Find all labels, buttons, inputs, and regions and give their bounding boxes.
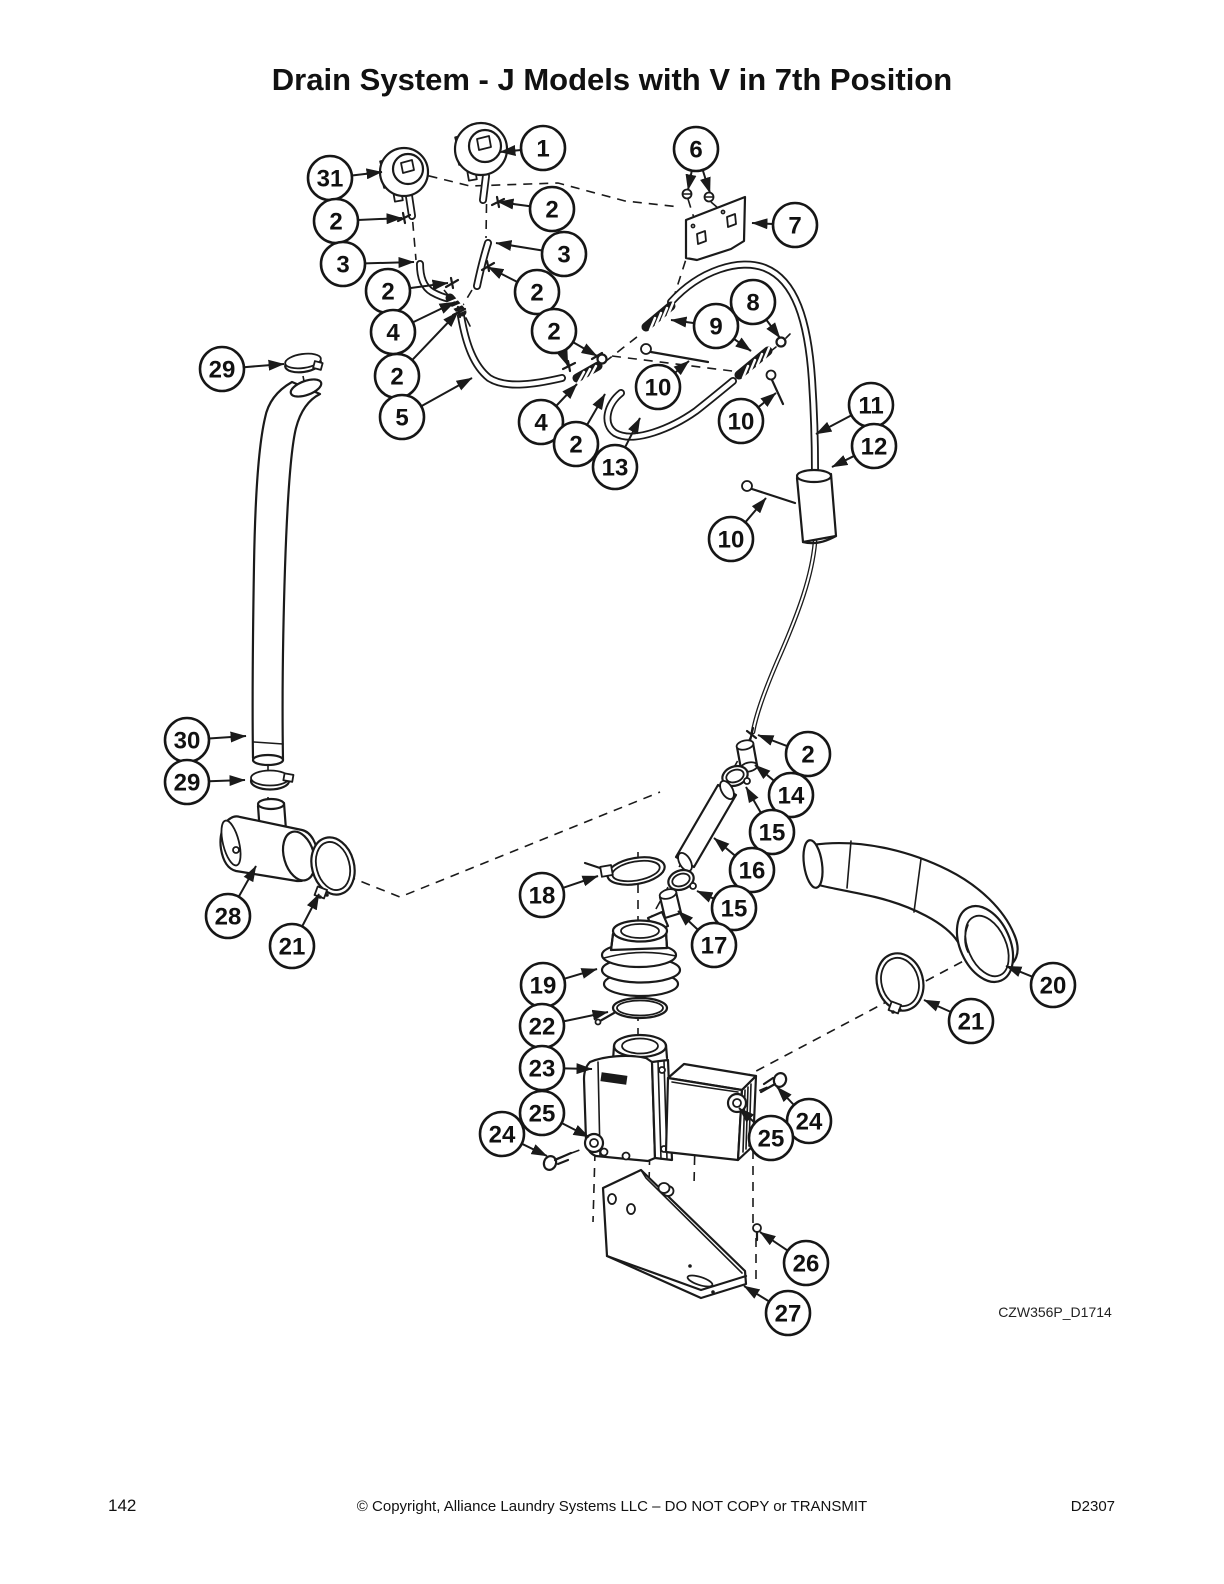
callout-leader-arrow [744,1286,769,1302]
callout-number: 3 [557,241,571,269]
callout-number: 27 [774,1300,802,1328]
callout-6 [674,127,718,193]
callout-leader-arrow [924,1000,951,1012]
callout-number: 12 [860,433,888,461]
callout-28 [206,866,256,938]
t-fitting [218,799,321,884]
callout-leader-arrow [678,911,698,930]
callout-leader-arrow [758,393,776,407]
mounting-bracket [603,1170,746,1298]
callout-12 [832,424,896,468]
callout-leader-arrow [488,267,517,282]
callout-number: 2 [329,208,343,236]
callout-23 [520,1046,592,1090]
callout-number: 30 [173,727,201,755]
siphon-tube [675,779,737,874]
callout-number: 16 [738,857,766,885]
callout-number: 11 [858,392,884,420]
callout-leader-arrow [703,170,710,193]
callout-leader-arrow [244,364,284,367]
callout-number: 18 [528,882,556,910]
callout-19 [521,963,597,1007]
callout-2 [758,732,830,776]
callout-number: 23 [528,1055,556,1083]
callout-number: 19 [529,972,557,1000]
callout-leader-arrow [675,361,689,373]
callout-18 [520,873,598,917]
callout-29 [200,347,284,391]
callout-number: 9 [709,313,723,341]
callout-25 [520,1091,589,1137]
callout-leader-arrow [421,378,472,406]
callout-number: 20 [1039,972,1067,1000]
diagram-code: CZW356P_D1714 [998,1304,1112,1320]
callout-2 [498,187,574,231]
callout-leader-arrow [755,765,774,781]
callout-26 [760,1232,828,1285]
callout-number: 14 [777,782,805,810]
callout-10 [709,498,766,561]
screw-24-right [761,1071,788,1092]
callout-2 [488,267,559,314]
callout-leader-arrow [564,969,597,979]
document-code: D2307 [1070,1498,1115,1515]
drain-hose-long [253,376,324,765]
pressure-switch-1 [455,123,507,181]
callout-22 [520,1004,608,1048]
callout-7 [752,203,817,247]
callout-number: 15 [758,819,786,847]
callout-leader-arrow [563,876,598,888]
callout-leader-arrow [522,1144,547,1156]
drain-cable-assembly [641,265,836,732]
callout-number: 13 [601,454,629,482]
callout-number: 21 [278,933,306,961]
callout-number: 2 [381,278,395,306]
callout-10 [719,393,776,443]
callout-leader-arrow [209,736,246,739]
callout-leader-arrow [587,394,605,425]
page-footer [0,1496,1224,1520]
callout-leader-arrow [760,1232,788,1251]
bracket-plate [683,190,746,261]
callout-2 [532,309,597,366]
callout-number: 7 [788,212,802,240]
callout-leader-arrow [832,456,854,467]
callout-number: 2 [530,279,544,307]
callout-2 [314,199,402,243]
callout-leader-arrow [758,735,787,746]
callout-number: 4 [534,409,548,437]
callout-number: 26 [792,1250,820,1278]
page-number: 142 [108,1496,137,1515]
page-title: Drain System - J Models with V in 7th Position [271,62,953,97]
callout-number: 2 [390,363,404,391]
callout-leader-arrow [562,351,568,366]
callout-leader-arrow [816,415,852,434]
callout-27 [744,1286,810,1335]
callout-number: 29 [173,769,201,797]
callout-number: 2 [545,196,559,224]
callout-leader-arrow [498,202,530,206]
callout-number: 4 [386,319,400,347]
screw-26 [753,1224,761,1240]
callout-21 [924,999,993,1043]
callout-number: 28 [214,903,242,931]
callout-number: 2 [801,741,815,769]
copyright-notice: © Copyright, Alliance Laundry Systems LLC – DO NOT COPY or TRANSMIT [356,1498,868,1515]
callout-number: 22 [528,1013,556,1041]
callout-leader-arrow [573,342,597,356]
callout-number: 25 [528,1100,556,1128]
callout-29 [165,760,245,804]
callout-number: 25 [757,1125,785,1153]
callout-number: 17 [700,932,728,960]
callout-number: 2 [547,318,561,346]
callout-number: 10 [717,526,745,554]
washer-25-right [728,1094,746,1112]
callout-leader-arrow [358,218,402,220]
callout-30 [165,718,246,762]
clamp-29-upper [284,352,323,375]
callout-leader-arrow [302,894,319,927]
overflow-cylinder [797,474,836,542]
bellows [602,921,680,997]
callout-leader-arrow [671,320,694,323]
callout-leader-arrow [365,262,414,263]
callout-number: 8 [746,289,760,317]
callout-leader-arrow [556,384,577,406]
callout-10 [636,361,689,409]
callout-leader-arrow [688,171,692,190]
callout-leader-arrow [209,780,245,781]
callout-number: 24 [488,1121,516,1149]
callout-21 [270,894,319,968]
callout-leader-arrow [734,339,751,351]
pressure-switch-31 [380,148,428,202]
callout-leader-arrow [777,1087,794,1105]
callout-leader-arrow [714,838,735,856]
clamp-21-right [870,948,929,1016]
callout-number: 24 [795,1108,823,1136]
callout-leader-arrow [752,223,773,224]
callout-leader-arrow [413,302,455,322]
callout-leader-arrow [564,1068,592,1069]
callout-leader-arrow [746,787,761,813]
callout-31 [308,156,382,200]
callout-1 [500,126,565,170]
callout-number: 1 [536,135,550,163]
clamp-18 [585,853,667,889]
callout-number: 31 [316,165,344,193]
callout-number: 5 [395,404,409,432]
callout-number: 15 [720,895,748,923]
callout-number: 6 [689,136,703,164]
callout-leader-arrow [745,498,766,522]
callout-number: 10 [727,408,755,436]
callout-number: 10 [644,374,672,402]
callout-number: 3 [336,251,350,279]
callout-13 [593,418,640,489]
callout-number: 21 [957,1008,985,1036]
callout-leader-arrow [352,172,382,176]
clamp-29-lower [251,771,293,790]
callout-20 [1006,963,1075,1007]
callout-number: 29 [208,356,236,384]
callout-leader-arrow [697,891,714,899]
callout-number: 2 [569,431,583,459]
callout-leader-arrow [766,320,780,338]
retainer-ring-22 [596,998,668,1025]
callout-leader-arrow [496,243,542,251]
